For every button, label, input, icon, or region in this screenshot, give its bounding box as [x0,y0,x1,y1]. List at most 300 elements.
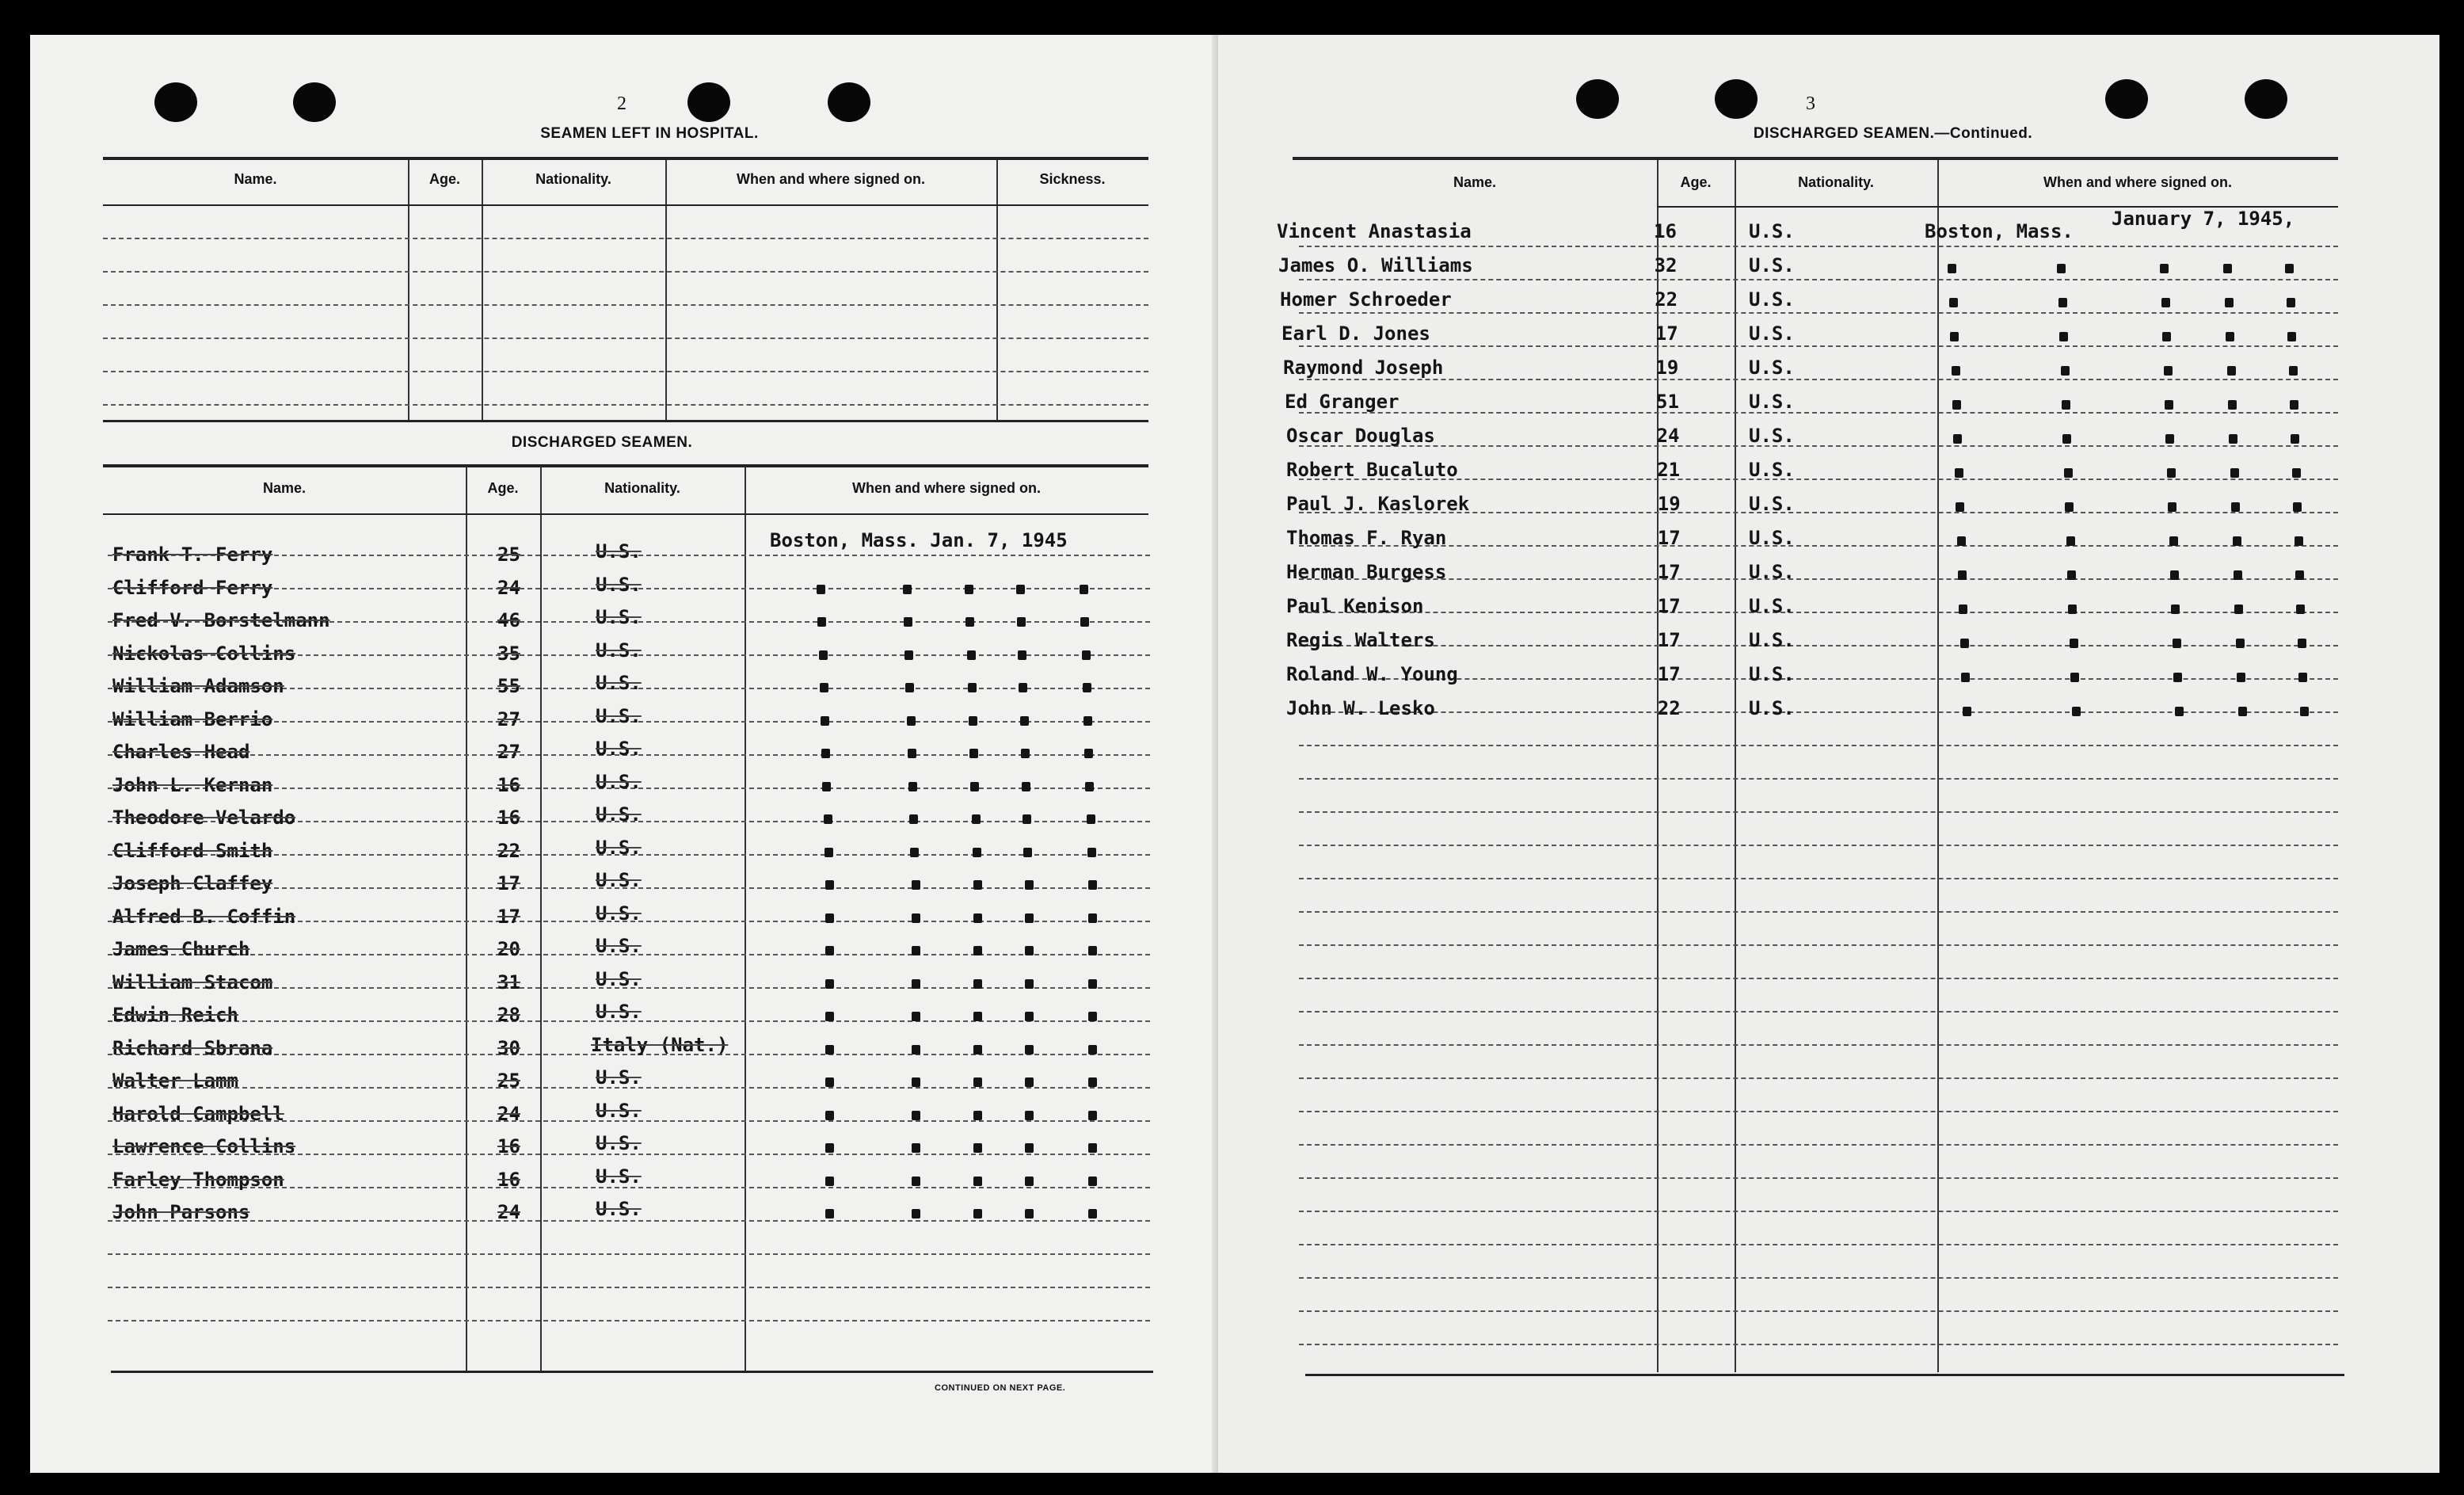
ditto-mark [822,782,831,791]
ditto-mark [1088,913,1097,923]
seaman-age: 17 [1657,629,1681,651]
ditto-mark [2229,434,2237,444]
seaman-name: Edwin Reich [112,1004,238,1026]
ditto-mark [912,913,920,923]
ditto-mark [1025,1077,1034,1087]
ditto-mark [1025,1209,1034,1219]
seaman-age: 32 [1654,254,1678,276]
seaman-age: 17 [1657,527,1681,549]
seaman-name: Thomas F. Ryan [1286,527,1447,549]
ditto-mark [1080,617,1089,627]
ditto-mark [2223,264,2232,273]
ditto-mark [973,1111,982,1120]
seaman-name: Fred V. Borstelmann [112,609,330,631]
ruled-line [1299,1177,2338,1179]
ditto-mark [912,880,920,890]
ditto-mark [910,848,919,857]
ditto-mark [969,716,977,726]
ditto-mark [2285,264,2294,273]
seaman-name: Paul Kenison [1286,595,1424,617]
ditto-mark [825,946,834,955]
seaman-nationality: U.S. [596,540,642,563]
right-page-number: 3 [1806,93,1815,114]
ditto-mark [2287,298,2295,307]
ditto-mark [1949,298,1958,307]
seaman-age: 16 [497,773,520,796]
ditto-mark [2296,604,2305,614]
seaman-age: 19 [1657,493,1681,515]
seaman-nationality: U.S. [1749,663,1795,685]
seaman-nationality: U.S. [596,935,642,957]
ditto-mark [2170,570,2179,580]
ditto-mark [912,1045,920,1055]
ditto-mark [2295,536,2303,546]
seaman-nationality: U.S. [1749,322,1795,345]
ruled-line [1299,911,2338,913]
seaman-name: Nickolas Collins [112,642,296,665]
column-divider [540,467,542,1371]
table-rule [103,420,1148,422]
ditto-mark [1025,1012,1034,1021]
ruled-line [1299,645,2338,646]
ruled-line [1299,279,2338,280]
seaman-name: Vincent Anastasia [1277,220,1472,242]
ditto-mark [905,683,914,692]
ditto-mark [824,814,832,824]
column-divider [1735,160,1736,1372]
ditto-mark [1021,749,1030,758]
ditto-mark [1955,468,1963,478]
seaman-nationality: U.S. [1749,391,1795,413]
seaman-name: Clifford Ferry [112,576,273,599]
hospital-section-title: SEAMEN LEFT IN HOSPITAL. [540,125,759,142]
ditto-mark [1953,434,1962,444]
ruled-line [1299,1077,2338,1079]
ditto-mark [1958,570,1967,580]
ditto-mark [2234,604,2243,614]
ditto-mark [973,946,982,955]
ditto-mark [2287,332,2296,341]
ditto-mark [2238,707,2247,716]
table-rule [103,157,1148,160]
right-page [1218,35,2439,1473]
seaman-nationality: U.S. [596,869,642,891]
ditto-mark [912,1012,920,1021]
ditto-mark [1088,979,1097,989]
ditto-mark [2237,673,2245,682]
ditto-mark [1025,880,1034,890]
ditto-mark [821,749,830,758]
ditto-mark [1025,1177,1034,1186]
seaman-age: 16 [497,1135,520,1157]
ditto-mark [1085,782,1094,791]
seaman-name: William Berrio [112,707,273,730]
ditto-mark [2236,639,2245,648]
seaman-nationality: U.S. [1749,697,1795,719]
seaman-name: Alfred B. Coffin [112,905,296,928]
seaman-age: 16 [1654,220,1677,242]
seaman-nationality: U.S. [1749,595,1795,617]
seaman-age: 16 [497,1168,520,1191]
ditto-mark [1017,617,1026,627]
right-col-header: Nationality. [1798,174,1874,190]
punch-hole [2245,79,2287,119]
ditto-mark [973,848,981,857]
seaman-name: Ed Granger [1285,391,1400,413]
ditto-mark [1963,707,1971,716]
seaman-name: James Church [112,938,250,960]
ditto-mark [973,1143,982,1153]
column-divider [482,160,483,421]
ditto-mark [973,1045,982,1055]
ruled-line [103,304,1148,306]
seaman-name: Oscar Douglas [1286,425,1435,447]
ditto-mark [909,814,918,824]
seaman-nationality: U.S. [596,606,642,628]
ruled-line [108,1253,1150,1255]
ditto-mark [1959,604,1967,614]
seaman-nationality: U.S. [596,1198,642,1220]
column-divider [996,160,998,421]
ruled-line [1299,778,2338,780]
ditto-mark [2066,536,2075,546]
ruled-line [1299,1211,2338,1212]
ruled-line [1299,745,2338,746]
ditto-mark [1019,683,1027,692]
ditto-mark [2059,332,2068,341]
ditto-mark [1088,1177,1097,1186]
ditto-mark [1082,650,1091,660]
ditto-mark [912,1209,920,1219]
ditto-mark [904,617,912,627]
seaman-age: 46 [497,609,520,631]
ditto-mark [825,1209,834,1219]
ditto-mark [1950,332,1959,341]
seaman-age: 17 [1655,322,1678,345]
table-rule [103,464,1148,467]
ruled-line [1299,578,2338,580]
seaman-name: Joseph Claffey [112,872,273,894]
ditto-mark [2070,673,2079,682]
seaman-nationality: U.S. [1749,459,1795,481]
ditto-mark [1083,716,1092,726]
ditto-mark [2298,673,2307,682]
ruled-line [1299,811,2338,813]
ditto-mark [973,1209,982,1219]
ditto-mark [2173,639,2181,648]
ditto-mark [1083,683,1091,692]
seaman-age: 25 [497,1070,520,1092]
ruled-line [108,1320,1150,1321]
column-divider [1937,160,1939,1372]
ditto-mark [2068,604,2077,614]
hospital-col-header: When and where signed on. [736,171,926,187]
ditto-mark [1088,1111,1097,1120]
seaman-nationality: U.S. [596,1165,642,1188]
ditto-mark [2233,536,2241,546]
seaman-name: William Stacom [112,971,273,993]
ditto-mark [973,1012,982,1021]
ditto-mark [907,716,916,726]
left-page-number: 2 [617,93,626,114]
seaman-name: Homer Schroeder [1280,288,1452,311]
ditto-mark [2289,366,2298,376]
seaman-age: 51 [1656,391,1679,413]
seaman-age: 31 [497,971,520,993]
ditto-mark [973,913,982,923]
ditto-mark [2062,434,2071,444]
seaman-name: Raymond Joseph [1283,357,1444,379]
ruled-line [1299,412,2338,414]
seaman-nationality: U.S. [596,1001,642,1023]
ditto-mark [2228,400,2237,410]
ditto-mark [819,650,828,660]
seaman-name: Harold Campbell [112,1102,284,1125]
punch-hole [828,82,870,122]
seaman-nationality: U.S. [1749,425,1795,447]
ditto-mark [2167,468,2176,478]
seaman-age: 16 [497,807,520,829]
ditto-mark [969,749,978,758]
seaman-nationality: U.S. [596,1099,642,1122]
seaman-nationality: U.S. [596,1132,642,1154]
seaman-age: 25 [497,543,520,566]
seaman-age: 22 [1655,288,1678,311]
table-rule [111,1371,1153,1373]
signed-on-place: Boston, Mass. [1925,220,2074,242]
ditto-mark [2295,570,2304,580]
ruled-line [103,338,1148,339]
discharged-col-header: When and where signed on. [851,480,1042,496]
ditto-mark [2058,298,2067,307]
column-divider [408,160,409,421]
ditto-mark [2062,400,2070,410]
ditto-mark [904,650,913,660]
seaman-age: 20 [497,938,520,960]
seaman-age: 27 [497,741,520,763]
column-divider [466,467,467,1371]
punch-hole [1576,79,1619,119]
ditto-mark [2231,502,2240,512]
seaman-age: 24 [1656,425,1680,447]
discharged-col-header: Nationality. [604,480,680,496]
ditto-mark [970,782,979,791]
right-col-header: Name. [1453,174,1497,190]
ditto-mark [820,683,828,692]
ditto-mark [908,782,917,791]
ditto-mark [817,585,825,594]
ruled-line [1299,312,2338,314]
seaman-age: 55 [497,675,520,697]
ditto-mark [967,650,976,660]
ruled-line [1299,379,2338,380]
seaman-nationality: U.S. [596,967,642,990]
ditto-mark [1025,979,1034,989]
ditto-mark [2173,673,2182,682]
seaman-age: 24 [497,1201,520,1223]
ditto-mark [2067,570,2076,580]
ditto-mark [1025,946,1034,955]
ditto-mark [1960,639,1969,648]
ditto-mark [1088,1045,1097,1055]
seaman-name: John W. Lesko [1286,697,1435,719]
seaman-name: Regis Walters [1286,629,1435,651]
ditto-mark [2225,298,2234,307]
ditto-mark [2234,570,2242,580]
ditto-mark [817,617,826,627]
ditto-mark [912,1077,920,1087]
punch-hole [1715,79,1758,119]
seaman-nationality: U.S. [1749,288,1795,311]
ditto-mark [1957,536,1966,546]
ditto-mark [821,716,829,726]
ditto-mark [1952,366,1960,376]
ditto-mark [2290,400,2298,410]
ditto-mark [1961,673,1970,682]
ditto-mark [1080,585,1088,594]
seaman-nationality: Italy (Nat.) [591,1033,729,1056]
ditto-mark [1023,814,1031,824]
seaman-age: 24 [497,576,520,599]
seaman-name: John L. Kernan [112,773,273,796]
ditto-mark [2168,502,2176,512]
seaman-age: 22 [497,839,520,862]
ruled-line [103,404,1148,406]
seaman-age: 19 [1655,357,1679,379]
punch-hole [154,82,197,122]
ruled-line [1299,1277,2338,1279]
ditto-mark [2057,264,2066,273]
ditto-mark [2175,707,2184,716]
ditto-mark [972,814,981,824]
ditto-mark [825,1045,834,1055]
ditto-mark [1088,1077,1097,1087]
seaman-age: 22 [1657,697,1681,719]
ditto-mark [965,585,973,594]
seaman-nationality: U.S. [1749,493,1795,515]
seaman-name: James O. Williams [1278,254,1473,276]
seaman-age: 17 [497,872,520,894]
ditto-mark [912,1143,920,1153]
ditto-mark [908,749,916,758]
seaman-name: Paul J. Kaslorek [1286,493,1470,515]
ditto-mark [2161,298,2170,307]
ruled-line [1299,345,2338,347]
seaman-nationality: U.S. [1749,254,1795,276]
ditto-mark [1025,1111,1034,1120]
hospital-col-header: Age. [428,171,460,187]
ditto-mark [1025,1143,1034,1153]
seaman-name: Clifford Smith [112,839,273,862]
ditto-mark [1025,1045,1034,1055]
ditto-mark [1088,1012,1097,1021]
ditto-mark [912,946,920,955]
ruled-line [1299,944,2338,946]
ruled-line [103,371,1148,372]
ditto-mark [2164,366,2173,376]
seaman-age: 17 [1657,561,1681,583]
seaman-age: 17 [1657,663,1681,685]
seaman-nationality: U.S. [1749,527,1795,549]
seaman-age: 17 [1657,595,1681,617]
ruled-line [108,1220,1150,1222]
ditto-mark [903,585,912,594]
ditto-mark [1087,848,1096,857]
seaman-age: 17 [497,905,520,928]
seaman-name: Charles Head [112,741,250,763]
column-divider [665,160,667,421]
ditto-mark [912,979,920,989]
ditto-mark [1088,946,1097,955]
ditto-mark [1948,264,1956,273]
ditto-mark [825,848,833,857]
ditto-mark [2293,502,2302,512]
seaman-nationality: U.S. [596,902,642,925]
hospital-col-header: Name. [234,171,277,187]
seaman-nationality: U.S. [596,770,642,793]
seaman-nationality: U.S. [596,573,642,596]
ditto-mark [2226,332,2234,341]
ditto-mark [2298,639,2306,648]
ditto-mark [968,683,977,692]
ruled-line [1299,612,2338,613]
ditto-mark [965,617,974,627]
seaman-age: 30 [497,1036,520,1059]
ditto-mark [2165,400,2173,410]
right-col-header: Age. [1680,174,1712,190]
ditto-mark [1952,400,1961,410]
column-divider [745,467,746,1371]
seaman-nationality: U.S. [596,738,642,760]
ditto-mark [1023,848,1032,857]
ruled-line [1299,1244,2338,1245]
seaman-name: Lawrence Collins [112,1135,296,1157]
ditto-mark [912,1111,920,1120]
seaman-nationality: U.S. [596,1066,642,1089]
seaman-age: 21 [1657,459,1681,481]
ditto-mark [2227,366,2236,376]
ditto-mark [2171,604,2180,614]
seaman-name: Frank T. Ferry [112,543,273,566]
seaman-nationality: U.S. [596,672,642,694]
ditto-mark [973,1177,982,1186]
ditto-mark [912,1177,920,1186]
ditto-mark [825,880,834,890]
ruled-line [1299,878,2338,879]
seaman-name: Earl D. Jones [1282,322,1430,345]
seaman-age: 28 [497,1004,520,1026]
continued-footer: CONTINUED ON NEXT PAGE. [935,1383,1066,1393]
ruled-line [1299,545,2338,547]
ditto-mark [825,1143,834,1153]
ruled-line [1299,978,2338,979]
ruled-line [1299,246,2338,247]
ditto-mark [2162,332,2171,341]
ruled-line [103,238,1148,239]
ditto-mark [2291,434,2299,444]
ruled-line [1299,445,2338,447]
signed-on-left: Boston, Mass. Jan. 7, 1945 [770,529,1068,551]
right-section-title: DISCHARGED SEAMEN.—Continued. [1753,125,2033,142]
ditto-mark [825,979,834,989]
seaman-name: Roland W. Young [1286,663,1458,685]
punch-hole [687,82,730,122]
seaman-name: Farley Thompson [112,1168,284,1191]
ruled-line [1299,1044,2338,1046]
table-rule [1293,157,2338,160]
seaman-nationality: U.S. [1749,629,1795,651]
seaman-nationality: U.S. [1749,357,1795,379]
